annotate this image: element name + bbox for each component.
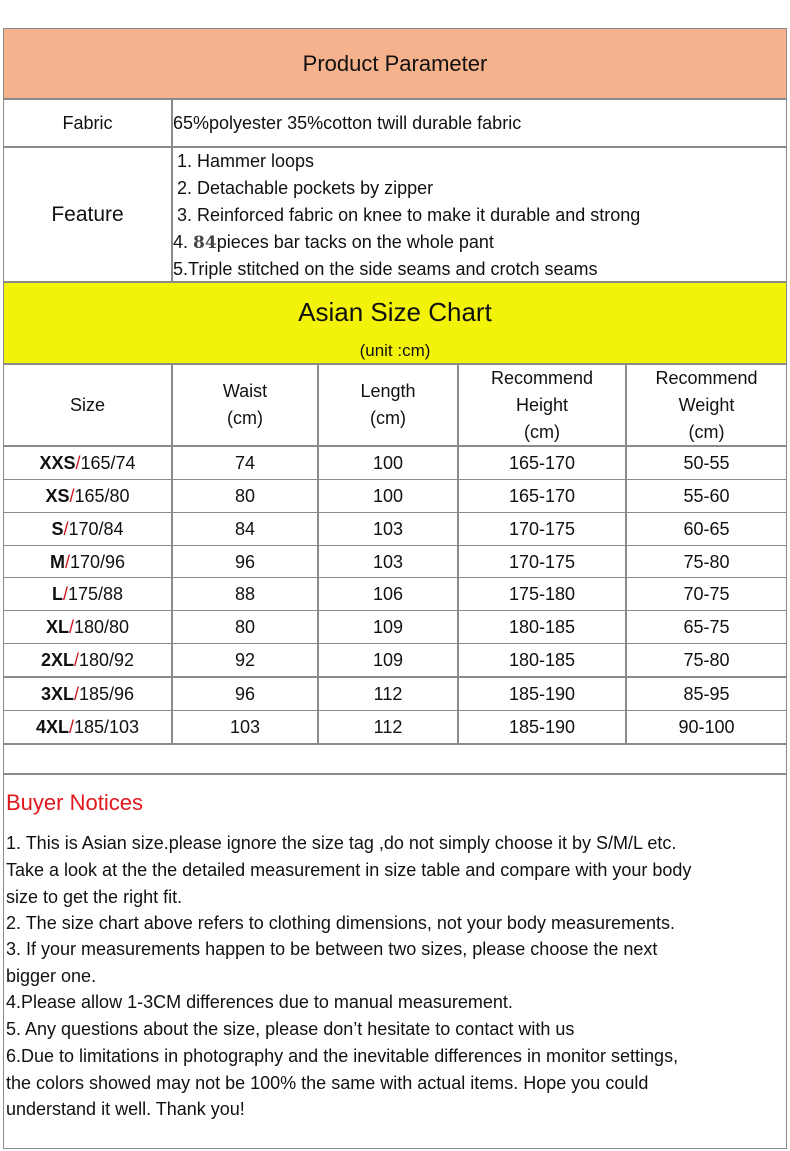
size-height-waist: 175/88 — [67, 583, 124, 604]
cell-waist: 92 — [172, 643, 318, 677]
col-header-weight-line2: Weight — [678, 394, 735, 415]
cell-height: 170-175 — [458, 512, 626, 546]
size-height-waist: 170/96 — [69, 551, 126, 572]
size-label — [52, 584, 123, 605]
size-label — [51, 519, 123, 540]
col-header-height-line2: Height — [515, 394, 568, 415]
size-separator: / — [75, 452, 81, 473]
fabric-value: 65%polyester 35%cotton twill durable fabric — [173, 112, 522, 133]
cell-size — [3, 545, 172, 579]
cell-weight: 50-55 — [626, 446, 787, 480]
cell-weight: 65-75 — [626, 610, 787, 644]
col-header-length — [318, 364, 458, 446]
size-separator: / — [64, 551, 70, 572]
size-separator: / — [62, 583, 68, 604]
cell-size — [3, 577, 172, 611]
cell-length: 100 — [318, 446, 458, 480]
cell-size — [3, 710, 172, 744]
cell-height: 185-190 — [458, 710, 626, 744]
col-header-length-line1: Length — [360, 381, 416, 401]
cell-height: 180-185 — [458, 610, 626, 644]
cell-weight: 90-100 — [626, 710, 787, 744]
col-header-weight-line3: (cm) — [688, 421, 725, 442]
notice-line: 6.Due to limitations in photography and the inevitable differences in monitor settings, — [6, 1046, 679, 1066]
size-label — [45, 486, 129, 507]
notice-line: 3. If your measurements happen to be between two sizes, please choose the next — [6, 939, 658, 959]
cell-size — [3, 479, 172, 513]
col-header-weight-line1: Recommend — [655, 367, 758, 388]
col-header-waist — [172, 364, 318, 446]
cell-height: 185-190 — [458, 677, 626, 711]
size-code: 3XL — [40, 683, 74, 704]
size-label — [41, 684, 134, 705]
size-code: M — [49, 551, 65, 572]
cell-length: 103 — [318, 512, 458, 546]
cell-waist: 80 — [172, 479, 318, 513]
fabric-value-cell — [172, 99, 787, 147]
cell-waist: 103 — [172, 710, 318, 744]
col-header-weight — [626, 364, 787, 446]
size-separator: / — [68, 616, 74, 637]
notice-line: 1. This is Asian size.please ignore the size tag ,do not simply choose it by S/M/L etc. — [6, 833, 677, 853]
size-separator: / — [73, 683, 79, 704]
feature-item: 5.Triple stitched on the side seams and crotch seams — [173, 259, 598, 279]
feature-item: 2. Detachable pockets by zipper — [177, 178, 434, 198]
feature-label: Feature — [51, 202, 124, 226]
col-header-size — [3, 364, 172, 446]
size-label — [36, 717, 139, 738]
size-label — [41, 650, 134, 671]
cell-height: 165-170 — [458, 479, 626, 513]
cell-length: 112 — [318, 677, 458, 711]
cell-height: 175-180 — [458, 577, 626, 611]
cell-weight: 60-65 — [626, 512, 787, 546]
cell-size — [3, 446, 172, 480]
feature-item: 3. Reinforced fabric on knee to make it durable and strong — [177, 205, 641, 225]
notice-line: Take a look at the the detailed measurement in size table and compare with your body — [6, 860, 692, 880]
size-chart-title: Asian Size Chart — [298, 297, 492, 327]
size-code: XXS — [39, 452, 76, 473]
notice-line: the colors showed may not be 100% the same with actual items. Hope you could — [6, 1073, 649, 1093]
size-height-waist: 180/92 — [78, 649, 135, 670]
cell-length: 109 — [318, 610, 458, 644]
cell-size — [3, 512, 172, 546]
fabric-label-cell — [3, 99, 172, 147]
size-height-waist: 185/103 — [73, 716, 140, 737]
cell-waist: 84 — [172, 512, 318, 546]
size-label — [50, 552, 125, 573]
col-header-height — [458, 364, 626, 446]
cell-size — [3, 643, 172, 677]
cell-length: 103 — [318, 545, 458, 579]
cell-height: 165-170 — [458, 446, 626, 480]
col-header-size-text: Size — [69, 394, 105, 415]
notice-line: 4.Please allow 1-3CM differences due to manual measurement. — [6, 992, 513, 1012]
feature-list — [172, 147, 787, 282]
size-height-waist: 165/80 — [74, 485, 130, 506]
product-parameter-header — [3, 28, 787, 99]
size-separator: / — [73, 649, 79, 670]
notice-line: bigger one. — [6, 966, 97, 986]
cell-length: 106 — [318, 577, 458, 611]
col-header-waist-line1: Waist — [222, 381, 268, 401]
size-chart-header — [3, 282, 787, 364]
cell-weight: 85-95 — [626, 677, 787, 711]
cell-height: 180-185 — [458, 643, 626, 677]
size-separator: / — [63, 518, 69, 539]
cell-waist: 96 — [172, 677, 318, 711]
feature-item-4 — [173, 232, 494, 253]
notice-line: size to get the right fit. — [6, 887, 183, 907]
product-parameter-title: Product Parameter — [302, 50, 488, 76]
buyer-notices — [3, 774, 787, 1149]
cell-size — [3, 610, 172, 644]
buyer-notices-title: Buyer Notices — [6, 790, 143, 815]
col-header-waist-line2: (cm) — [227, 408, 263, 428]
size-height-waist: 180/80 — [73, 616, 130, 637]
feature-label-cell — [3, 147, 172, 282]
size-code: L — [51, 583, 63, 604]
feature-item: 1. Hammer loops — [177, 151, 315, 171]
size-code: XL — [45, 616, 69, 637]
col-header-height-line1: Recommend — [490, 367, 594, 388]
feature-item-4-text: pieces bar tacks on the whole pant — [216, 232, 494, 252]
size-height-waist: 165/74 — [80, 452, 136, 473]
feature-item-4-number: 84 — [193, 233, 217, 253]
size-height-waist: 185/96 — [78, 683, 135, 704]
size-separator: / — [68, 716, 74, 737]
cell-size — [3, 677, 172, 711]
size-code: XS — [45, 485, 70, 506]
size-label — [46, 617, 129, 638]
cell-height: 170-175 — [458, 545, 626, 579]
notice-line: understand it well. Thank you! — [6, 1099, 245, 1119]
cell-waist: 96 — [172, 545, 318, 579]
cell-weight: 70-75 — [626, 577, 787, 611]
size-height-waist: 170/84 — [68, 518, 124, 539]
cell-length: 100 — [318, 479, 458, 513]
col-header-height-line3: (cm) — [524, 421, 560, 442]
notice-line: 5. Any questions about the size, please don’t hesitate to contact with us — [6, 1019, 575, 1039]
cell-waist: 88 — [172, 577, 318, 611]
size-label — [39, 453, 135, 474]
size-code: 2XL — [40, 649, 74, 670]
size-code: S — [51, 518, 64, 539]
size-chart-unit: (unit :cm) — [359, 341, 431, 360]
cell-weight: 55-60 — [626, 479, 787, 513]
fabric-label: Fabric — [62, 112, 113, 133]
cell-weight: 75-80 — [626, 643, 787, 677]
notice-line: 2. The size chart above refers to clothing dimensions, not your body measurements. — [6, 913, 676, 933]
feature-item-4-prefix: 4. — [173, 232, 194, 252]
cell-weight: 75-80 — [626, 545, 787, 579]
cell-length: 109 — [318, 643, 458, 677]
size-separator: / — [69, 485, 75, 506]
cell-waist: 74 — [172, 446, 318, 480]
size-code: 4XL — [35, 716, 69, 737]
col-header-length-line2: (cm) — [370, 408, 406, 428]
blank-row — [3, 744, 787, 774]
cell-length: 112 — [318, 710, 458, 744]
cell-waist: 80 — [172, 610, 318, 644]
